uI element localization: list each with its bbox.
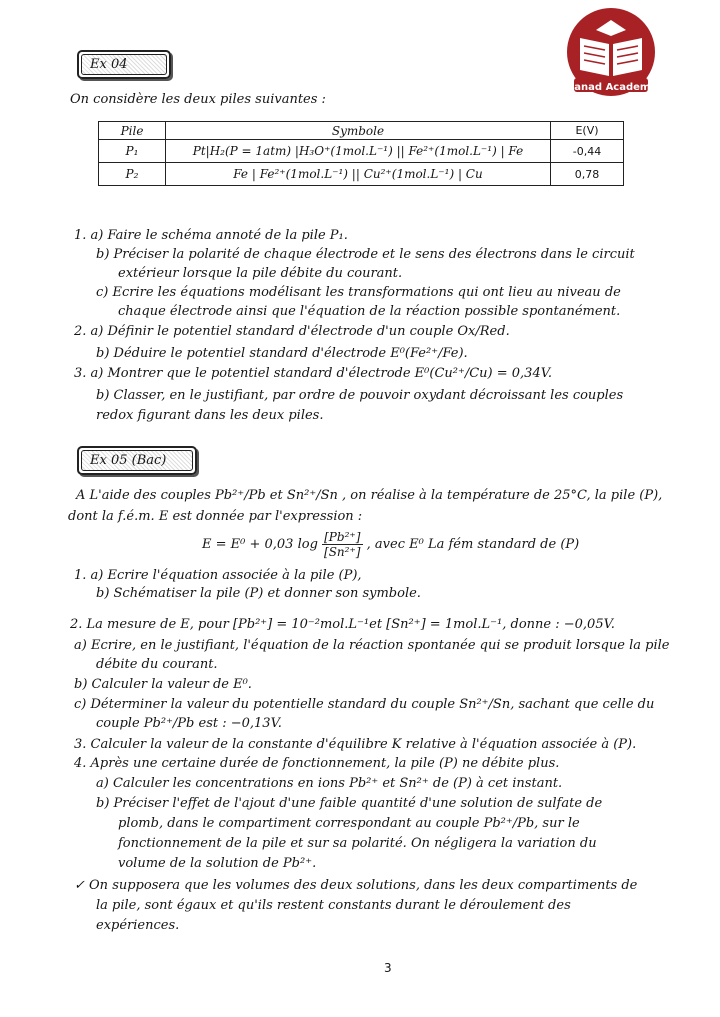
ex04-line: 3. a) Montrer que le potentiel standard d'électrode E⁰(Cu²⁺/Cu) = 0,34V. [74,366,552,381]
ex05-title: Ex 05 (Bac) [81,450,193,471]
ex05-line: couple Pb²⁺/Pb est : −0,13V. [96,716,282,731]
formula-numerator: [Pb²⁺] [322,530,362,545]
logo-text: Sanad Academy [567,82,657,93]
ex04-line: 2. a) Définir le potentiel standard d'électrode d'un couple Ox/Red. [74,324,510,339]
ex05-title-box [77,446,197,475]
ex04-intro: On considère les deux piles suivantes : [70,92,326,107]
ex05-line: b) Calculer la valeur de E⁰. [74,677,252,692]
formula-fraction [322,530,362,559]
ex04-line: 1. a) Faire le schéma annoté de la pile P₁. [74,228,348,243]
ex05-line: b) Schématiser la pile (P) et donner son symbole. [96,586,421,601]
cell-pile: P₁ [99,140,166,163]
ex05-line: c) Déterminer la valeur du potentielle standard du couple Sn²⁺/Sn, sachant que celle du [74,697,655,712]
table-row [99,140,624,163]
ex05-line: 1. a) Ecrire l'équation associée à la pile (P), [74,568,362,583]
ex05-line: expériences. [96,918,180,933]
header-e: E(V) [551,122,624,140]
cell-symbol: Pt|H₂(P = 1atm) |H₃O⁺(1mol.L⁻¹) || Fe²⁺(1mol.L⁻¹) | Fe [166,140,551,163]
header-pile: Pile [99,122,166,140]
page-number: 3 [384,961,392,975]
header-symbole: Symbole [166,122,551,140]
ex04-line: b) Préciser la polarité de chaque électrode et le sens des électrons dans le circuit [96,247,635,262]
ex04-line: c) Ecrire les équations modélisant les transformations qui ont lieu au niveau de [96,285,621,300]
ex04-line: chaque électrode ainsi que l'équation de la réaction possible spontanément. [118,304,621,319]
ex05-line: plomb, dans le compartiment correspondant au couple Pb²⁺/Pb, sur le [118,816,580,831]
ex05-line: 2. La mesure de E, pour [Pb²⁺] = 10⁻²mol.L⁻¹et [Sn²⁺] = 1mol.L⁻¹, donne : −0,05V. [70,617,615,632]
cell-e: -0,44 [551,140,624,163]
cell-symbol: Fe | Fe²⁺(1mol.L⁻¹) || Cu²⁺(1mol.L⁻¹) | Cu [166,163,551,186]
ex05-line: a) Ecrire, en le justifiant, l'équation de la réaction spontanée qui se produit lorsque la pile [74,638,670,653]
ex04-title-box [77,50,171,79]
cell-e: 0,78 [551,163,624,186]
ex05-line: volume de la solution de Pb²⁺. [118,856,317,871]
ex05-intro-1: A L'aide des couples Pb²⁺/Pb et Sn²⁺/Sn , on réalise à la température de 25°C, la pile (P), [76,488,663,503]
ex05-line: fonctionnement de la pile et sur sa polarité. On négligera la variation du [118,836,597,851]
table-header-row [99,122,624,140]
ex04-line: b) Déduire le potentiel standard d'électrode E⁰(Fe²⁺/Fe). [96,346,468,361]
piles-table [98,121,624,186]
ex05-line: débite du courant. [96,657,218,672]
ex05-line: 4. Après une certaine durée de fonctionnement, la pile (P) ne débite plus. [74,756,560,771]
ex04-line: extérieur lorsque la pile débite du courant. [118,266,403,281]
cell-pile: P₂ [99,163,166,186]
ex04-line: redox figurant dans les deux piles. [96,408,324,423]
formula-lhs: E = E⁰ + 0,03 log [202,537,318,552]
ex05-line: la pile, sont égaux et qu'ils restent constants durant le déroulement des [96,898,571,913]
nernst-formula [202,530,579,559]
ex04-title: Ex 04 [81,54,167,75]
formula-note: , avec E⁰ La fém standard de (P) [366,537,580,552]
ex05-intro-2: dont la f.é.m. E est donnée par l'expression : [68,509,363,524]
ex05-line: a) Calculer les concentrations en ions Pb²⁺ et Sn²⁺ de (P) à cet instant. [96,776,563,791]
ex05-line: 3. Calculer la valeur de la constante d'équilibre K relative à l'équation associée à (P). [74,737,637,752]
ex04-line: b) Classer, en le justifiant, par ordre de pouvoir oxydant décroissant les couples [96,388,624,403]
table-row [99,163,624,186]
formula-denominator: [Sn²⁺] [324,545,361,559]
ex05-line: ✓ On supposera que les volumes des deux solutions, dans les deux compartiments de [74,878,638,893]
ex05-line: b) Préciser l'effet de l'ajout d'une faible quantité d'une solution de sulfate de [96,796,603,811]
